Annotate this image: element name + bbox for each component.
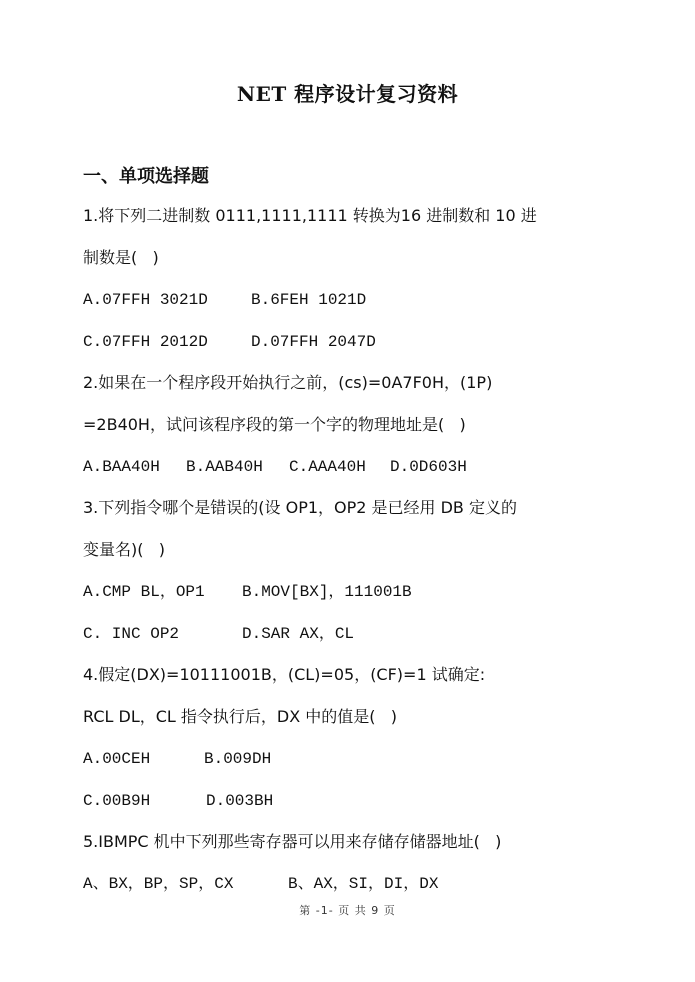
document-title: NET 程序设计复习资料	[236, 82, 459, 106]
question-5-line-1: 5.IBMPC 机中下列那些寄存器可以用来存储存储器地址( )	[83, 832, 502, 851]
question-2-option-c: C.AAA40H	[289, 458, 366, 476]
question-2-option-a: A.BAA40H	[83, 458, 160, 476]
question-3-option-b: B.MOV[BX]，111001B	[242, 583, 412, 601]
question-1-line-2: 制数是( )	[83, 248, 159, 267]
question-1-line-1: 1.将下列二进制数 0111,1111,1111 转换为16 进制数和 10 进	[83, 206, 537, 225]
question-3-option-c: C. INC OP2	[83, 625, 180, 643]
question-5-option-a: A、BX，BP，SP，CX	[83, 875, 234, 893]
question-2-line-2: =2B40H，试问该程序段的第一个字的物理地址是( )	[83, 415, 466, 434]
question-3-line-1: 3.下列指令哪个是错误的(设 OP1，OP2 是已经用 DB 定义的	[83, 498, 517, 517]
question-4-option-a: A.00CEH	[83, 750, 151, 768]
question-1-option-d: D.07FFH 2047D	[251, 333, 376, 351]
question-3-option-a: A.CMP BL，OP1	[83, 583, 205, 601]
question-4-option-d: D.003BH	[206, 792, 274, 810]
question-1-option-b: B.6FEH 1021D	[251, 291, 367, 309]
question-1-option-c: C.07FFH 2012D	[83, 333, 208, 351]
question-3-option-d: D.SAR AX，CL	[242, 625, 355, 643]
question-2-option-d: D.0D603H	[390, 458, 467, 476]
question-2-option-b: B.AAB40H	[186, 458, 263, 476]
question-1-option-a: A.07FFH 3021D	[83, 291, 208, 309]
question-5-option-b: B、AX，SI，DI，DX	[288, 875, 439, 893]
section-heading: 一、单项选择题	[83, 166, 209, 187]
question-4-option-c: C.00B9H	[83, 792, 151, 810]
question-3-line-2: 变量名)( )	[83, 540, 165, 559]
question-4-line-1: 4.假定(DX)=10111001B，(CL)=05，(CF)=1 试确定:	[83, 665, 486, 684]
question-4-line-2: RCL DL，CL 指令执行后，DX 中的值是( )	[83, 707, 398, 726]
question-4-option-b: B.009DH	[204, 750, 272, 768]
question-2-line-1: 2.如果在一个程序段开始执行之前，(cs)=0A7F0H，(1P)	[83, 373, 493, 392]
page-footer: 第 -1- 页 共 9 页	[299, 904, 396, 917]
